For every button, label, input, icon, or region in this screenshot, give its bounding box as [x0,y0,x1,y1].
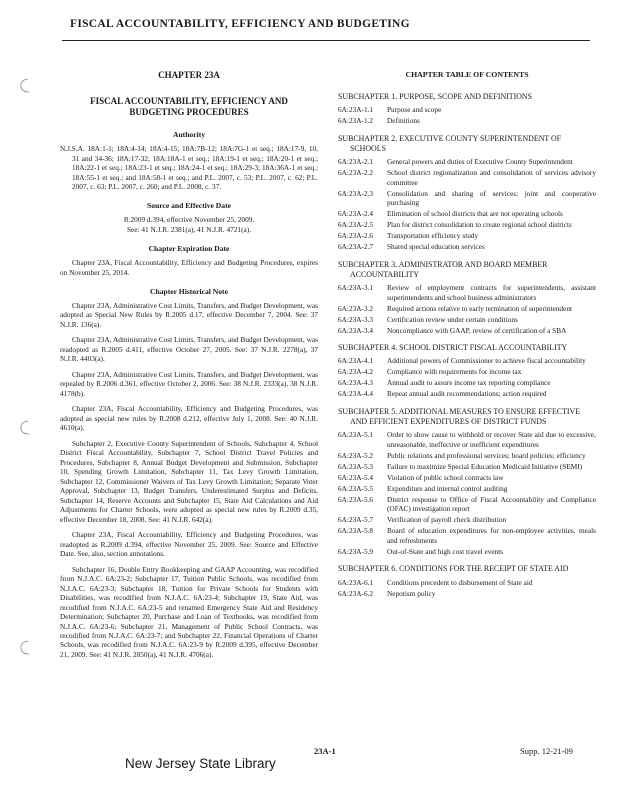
history-paragraph: Chapter 23A, Administrative Cost Limits, Transfers, and Budget Development, was adopted as Special New Rules by R.2005 d.17, effective December 7, 2004. See: 37 N.J.R. 136(a). [60,300,318,329]
section-number: 6A:23A-3.3 [338,314,374,324]
section-number: 6A:23A-1.2 [338,116,374,126]
toc-heading: CHAPTER TABLE OF CONTENTS [405,70,529,79]
history-paragraph: Chapter 23A, Fiscal Accountability, Efficiency and Budgeting Procedures, was readopted as R.2009 d.394, effective November 25, 2009. See: Source and Effective Date. See, also, section annotations. [60,530,318,559]
section-title: District response to Office of Fiscal Accountability and Compliance (OFAC) investigation report [387,494,596,514]
section-number: 6A:23A-1.1 [338,105,374,115]
subchapter-heading: SUBCHAPTER 2. EXECUTIVE COUNTY SUPERINTENDENT OF SCHOOLS [338,133,562,154]
toc-entry [338,157,596,166]
subchapter-heading: SUBCHAPTER 1. PURPOSE, SCOPE AND DEFINITIONS [338,92,533,102]
toc-entry [338,326,596,335]
supplement-date: Supp. 12-21-09 [520,746,573,756]
section-number: 6A:23A-2.6 [338,231,374,241]
left-column [60,70,318,665]
section-number: 6A:23A-5.3 [338,461,374,471]
toc-entry [338,105,596,114]
section-number: 6A:23A-5.7 [338,515,374,525]
toc-entry [338,389,596,398]
toc-entry [338,495,596,514]
toc-entry [338,367,596,376]
history-paragraph: Chapter 23A, Administrative Cost Limits, Transfers, and Budget Development, was readopted as R.2005 d.411, effective October 27, 2005. See: 37 N.J.R. 2278(a), 37 N.J.R. 4403(a). [60,335,318,364]
history-paragraph: Subchapter 2, Executive County Superintendent of Schools, Subchapter 4, School District Fiscal Accountability, Subchapter 7, School District Travel Policies and Procedures, Subchapter 8, Annual Budget Development and Submission, Subchapter 10, Spending Growth Limitation, Subchapter 11, Tax Levy Growth Limitation, Subchapter 12, Commissioner Waivers of Tax Levy Growth Limitation; Separate Voter Approval, Subchapter 13, Budget Transfers, Underestimated Surplus and Deficits, Subchapter 14, Reserve Accounts and Subchapter 15, State Aid Calculations and Aid Adjustments for Charter Schools, were adopted as special new rules by R.2009 d.35, effective December 18, 2008. See: 41 N.J.R. 642(a). [60,438,318,524]
section-number: 6A:23A-4.4 [338,389,374,399]
section-number: 6A:23A-2.5 [338,220,374,230]
section-title: Expenditure and internal control auditing [387,483,508,493]
toc-entry [338,451,596,460]
authority-heading: Authority [172,130,206,140]
section-title: Verification of payroll check distribution [387,515,507,525]
section-number: 6A:23A-6.1 [338,577,374,587]
section-title: Nepotism policy [387,588,436,598]
section-number: 6A:23A-3.2 [338,303,374,313]
toc-entry [338,304,596,313]
section-number: 6A:23A-5.1 [338,430,374,440]
right-column [338,70,596,599]
toc-entry [338,578,596,587]
subchapter-heading: SUBCHAPTER 5. ADDITIONAL MEASURES TO ENSURE EFFECTIVE AND EFFICIENT EXPENDITURES OF DISTRICT FUNDS [338,406,581,427]
section-number: 6A:23A-6.2 [338,588,374,598]
section-title: Conditions precedent to disbursement of State aid [387,577,533,587]
section-number: 6A:23A-4.1 [338,356,374,366]
section-title: Failure to maximize Special Education Medicaid Initiative (SEMI) [387,461,583,471]
section-title: Noncompliance with GAAP, review of certification of a SBA [387,325,567,335]
margin-bracket-icon [18,640,30,656]
section-number: 6A:23A-3.4 [338,325,374,335]
subchapter-heading: SUBCHAPTER 4. SCHOOL DISTRICT FISCAL ACCOUNTABILITY [338,343,568,353]
toc-entry [338,242,596,251]
section-number: 6A:23A-5.8 [338,526,374,536]
section-title: Transportation efficiency study [387,231,479,241]
subchapter-heading: SUBCHAPTER 6. CONDITIONS FOR THE RECEIPT OF STATE AID [338,564,569,574]
history-paragraph: Chapter 23A, Fiscal Accountability, Efficiency and Budgeting Procedures, was adopted as special new rules by R.2008 d.212, effective July 1, 2008. See: 40 N.J.R. 4610(a). [60,404,318,433]
section-title: Compliance with requirements for income tax [387,367,522,377]
section-title: Repeat annual audit recommendations; action required [387,389,547,399]
chapter-number: CHAPTER 23A [158,70,220,80]
toc-entry [338,589,596,598]
toc-entry [338,378,596,387]
margin-bracket-icon [18,420,30,436]
section-title: Required actions relative to early termination of superintendent [387,303,572,313]
source-heading: Source and Effective Date [146,201,231,211]
toc-entry [338,116,596,125]
toc-entry [338,473,596,482]
expiration-text: Chapter 23A, Fiscal Accountability, Efficiency and Budgeting Procedures, expires on November 25, 2014. [60,258,318,277]
section-title: Review of employment contracts for superintendents, assistant superintendents and school business administrators [387,283,596,302]
section-title: Violation of public school contracts law [387,472,504,482]
toc-entry [338,315,596,324]
history-paragraph: Subchapter 16, Double Entry Bookkeeping and GAAP Accounting, was recodified from N.J.A.C. 6A:23-2; Subchapter 17, Tuition Public Schools, was recodified from N.J.A.C. 6A:23-3; Subchapter 18, Tuition for Private Schools for Students with Disabilities, was recodified from N.J.A.C. 6A:23-4; Subchapter 19, State Aid, was recodified from N.J.A.C. 6A:23-5 and renamed Emergency State Aid and Residency Determination; Subchapter 20, Purchase and Loan of Textbooks, was recodified from N.J.A.C. 6A:23-6; Subchapter 21, Management of Public School Contracts, was recodified from N.J.A.C. 6A:23-7; and Subchapter 22, Financial Operations of Charter Schools, was recodified from N.J.A.C. 6A:23-9 by R.2009 d.395, effective December 21, 2009. See: 41 N.J.R. 2850(a), 41 N.J.R. 4706(a). [60,564,318,659]
section-title: Annual audit to assure income tax reporting compliance [387,378,551,388]
header-rule [62,40,590,41]
section-title: Plan for district consolidation to create regional school districts [387,220,572,230]
toc-entry [338,231,596,240]
source-line: See: 41 N.J.R. 2381(a), 41 N.J.R. 4721(a). [126,224,252,234]
toc-entry [338,168,596,187]
history-notes [60,301,318,659]
authority-text: N.J.S.A. 18A:1-1; 18A:4-14; 18A:4-15; 18A:7B-12; 18A:7G-1 et seq.; 18A:17-9, 10, 31 and 34-36; 18A:17-32; 18A:18A-1 et seq.; 18A:19-1 et seq.; 18A:20-1 et seq.; 18A:22-1 et seq.; 18A:23-1 et seq.; 18A:24-1 et seq.; 18A:29-3; 18A:36A-1 et seq.; 18A:55-1 et seq.; and 18A:58-1 et seq.; and P.L. 2007, c. 53; P.L. 2007, c. 62; P.L. 2007, c. 63; P.L. 2007, c. 260; and P.L. 2008, c. 37. [60,144,318,191]
subchapter-heading: SUBCHAPTER 3. ADMINISTRATOR AND BOARD MEMBER ACCOUNTABILITY [338,259,548,280]
toc-entry [338,220,596,229]
section-title: Certification review under certain conditions [387,314,518,324]
section-number: 6A:23A-5.6 [338,494,374,504]
section-title: Additional powers of Commissioner to achieve fiscal accountability [387,356,586,366]
margin-bracket-icon [18,78,30,94]
section-title: Board of education expenditures for non-employee activities, meals and refreshments [387,526,596,545]
section-number: 6A:23A-2.1 [338,157,374,167]
toc-list [338,92,596,598]
expiration-heading: Chapter Expiration Date [148,244,230,254]
section-number: 6A:23A-4.3 [338,378,374,388]
section-number: 6A:23A-2.4 [338,209,374,219]
section-title: Public relations and professional services; board policies; efficiency [387,450,586,460]
running-head: FISCAL ACCOUNTABILITY, EFFICIENCY AND BUDGETING [70,18,410,30]
section-title: School district regionalization and consolidation of services advisory committee [387,168,596,187]
source-line: R.2009 d.394, effective November 25, 2009. [123,215,255,225]
section-title: Order to show cause to withhold or recover State aid due to excessive, unreasonable, ineffective or inefficient expenditures [387,430,596,449]
history-paragraph: Chapter 23A, Administrative Cost Limits, Transfers, and Budget Development, was repealed by R.2006 d.361, effective October 2, 2006. See: 38 N.J.R. 2333(a), 38 N.J.R. 4178(b). [60,369,318,398]
toc-entry [338,430,596,449]
page-number: 23A-1 [314,746,336,756]
section-title: General powers and duties of Executive County Superintendent [387,157,573,167]
section-number: 6A:23A-5.2 [338,450,374,460]
section-number: 6A:23A-2.7 [338,242,374,252]
toc-entry [338,515,596,524]
toc-entry [338,209,596,218]
section-number: 6A:23A-3.1 [338,283,374,293]
section-number: 6A:23A-2.3 [338,188,374,198]
section-title: Out-of-State and high cost travel events [387,546,504,556]
section-number: 6A:23A-5.5 [338,483,374,493]
section-title: Shared special education services [387,242,485,252]
section-number: 6A:23A-4.2 [338,367,374,377]
toc-entry [338,283,596,302]
chapter-title: FISCAL ACCOUNTABILITY, EFFICIENCY AND BUDGETING PROCEDURES [90,95,288,117]
toc-entry [338,547,596,556]
library-stamp: New Jersey State Library [125,756,276,771]
toc-entry [338,526,596,545]
toc-entry [338,484,596,493]
section-number: 6A:23A-5.9 [338,546,374,556]
section-title: Elimination of school districts that are not operating schools [387,209,563,219]
history-heading: Chapter Historical Note [150,287,228,297]
section-number: 6A:23A-5.4 [338,472,374,482]
section-title: Definitions [387,116,420,126]
toc-entry [338,462,596,471]
toc-entry [338,356,596,365]
toc-entry [338,189,596,208]
section-title: Purpose and scope [387,105,442,115]
section-number: 6A:23A-2.2 [338,168,374,178]
section-title: Consolidation and sharing of services; joint and cooperative purchasing [387,188,596,208]
